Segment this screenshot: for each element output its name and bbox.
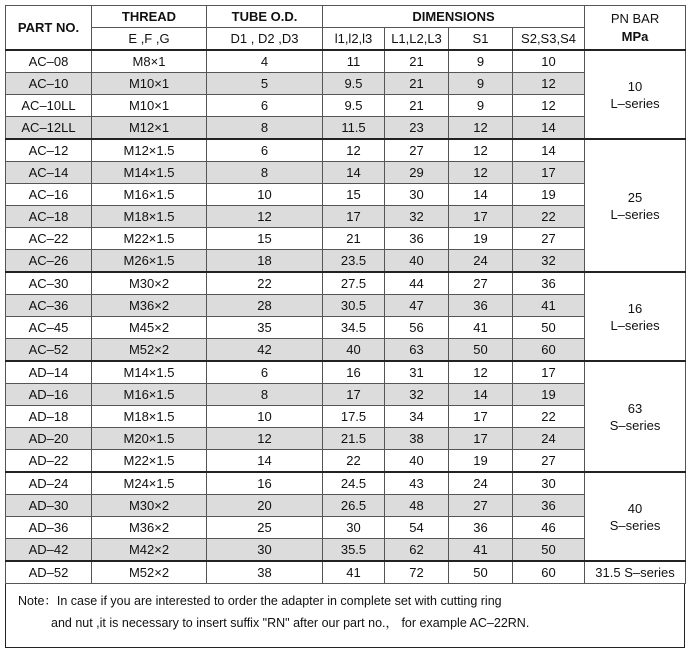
table-row [6, 428, 686, 450]
cell-tube-od: 6 [207, 139, 323, 162]
cell-dim-l: 27.5 [323, 272, 385, 295]
cell-dim-L: 56 [385, 317, 449, 339]
cell-dim-l: 35.5 [323, 539, 385, 562]
cell-dim-L: 40 [385, 450, 449, 473]
pn-series: L–series [610, 317, 660, 333]
cell-dim-L: 30 [385, 184, 449, 206]
header-tube-od-sub: D1 , D2 ,D3 [207, 28, 323, 51]
cell-dim-s1: 12 [449, 361, 513, 384]
cell-dim-L: 21 [385, 95, 449, 117]
table-row [6, 139, 686, 162]
cell-part-no: AD–52 [6, 561, 92, 584]
table-row [6, 73, 686, 95]
cell-dim-s2: 27 [513, 228, 585, 250]
cell-thread: M22×1.5 [92, 450, 207, 473]
cell-dim-s2: 14 [513, 139, 585, 162]
cell-dim-s1: 50 [449, 339, 513, 362]
cell-dim-s1: 24 [449, 250, 513, 273]
pn-series: S–series [609, 417, 661, 433]
cell-thread: M12×1 [92, 117, 207, 140]
cell-dim-s2: 19 [513, 184, 585, 206]
cell-part-no: AD–30 [6, 495, 92, 517]
cell-dim-s1: 17 [449, 206, 513, 228]
cell-dim-l: 23.5 [323, 250, 385, 273]
table-row [6, 472, 686, 495]
cell-dim-s1: 36 [449, 517, 513, 539]
footnote-line-1 [18, 590, 529, 612]
cell-dim-l: 21.5 [323, 428, 385, 450]
cell-part-no: AD–42 [6, 539, 92, 562]
cell-tube-od: 15 [207, 228, 323, 250]
cell-dim-l: 17.5 [323, 406, 385, 428]
table-row [6, 406, 686, 428]
pn-value: 16 [627, 300, 643, 316]
table-row [6, 317, 686, 339]
cell-dim-L: 29 [385, 162, 449, 184]
cell-dim-s1: 9 [449, 95, 513, 117]
cell-dim-L: 32 [385, 384, 449, 406]
table-row [6, 184, 686, 206]
cell-dim-s2: 27 [513, 450, 585, 473]
cell-part-no: AD–20 [6, 428, 92, 450]
header-dim-L: L1,L2,L3 [385, 28, 449, 51]
cell-tube-od: 35 [207, 317, 323, 339]
cell-dim-s2: 22 [513, 206, 585, 228]
cell-thread: M20×1.5 [92, 428, 207, 450]
cell-dim-s1: 12 [449, 139, 513, 162]
cell-dim-l: 17 [323, 206, 385, 228]
cell-thread: M45×2 [92, 317, 207, 339]
cell-tube-od: 12 [207, 206, 323, 228]
cell-part-no: AC–14 [6, 162, 92, 184]
cell-dim-s1: 19 [449, 228, 513, 250]
cell-dim-s2: 60 [513, 561, 585, 584]
cell-dim-s1: 12 [449, 162, 513, 184]
table-row [6, 539, 686, 562]
pn-series: L–series [610, 206, 660, 222]
cell-dim-L: 40 [385, 250, 449, 273]
table-row [6, 339, 686, 362]
cell-thread: M36×2 [92, 517, 207, 539]
cell-dim-s1: 17 [449, 428, 513, 450]
cell-part-no: AC–10LL [6, 95, 92, 117]
header-pn-bar [585, 6, 686, 51]
cell-dim-s1: 19 [449, 450, 513, 473]
cell-tube-od: 4 [207, 50, 323, 73]
pn-value: 25 [627, 189, 643, 205]
cell-dim-l: 11 [323, 50, 385, 73]
cell-tube-od: 5 [207, 73, 323, 95]
table-row [6, 206, 686, 228]
cell-dim-l: 26.5 [323, 495, 385, 517]
cell-dim-L: 38 [385, 428, 449, 450]
table-row [6, 495, 686, 517]
cell-dim-s1: 36 [449, 295, 513, 317]
cell-part-no: AC–30 [6, 272, 92, 295]
cell-dim-L: 36 [385, 228, 449, 250]
table-row [6, 384, 686, 406]
header-tube-od: TUBE O.D. [207, 6, 323, 28]
cell-dim-l: 11.5 [323, 117, 385, 140]
cell-dim-l: 41 [323, 561, 385, 584]
cell-tube-od: 8 [207, 162, 323, 184]
cell-part-no: AC–18 [6, 206, 92, 228]
cell-dim-s2: 50 [513, 539, 585, 562]
cell-dim-s2: 17 [513, 162, 585, 184]
table-row [6, 162, 686, 184]
cell-dim-s2: 17 [513, 361, 585, 384]
cell-dim-s1: 12 [449, 117, 513, 140]
cell-thread: M8×1 [92, 50, 207, 73]
cell-tube-od: 22 [207, 272, 323, 295]
cell-tube-od: 28 [207, 295, 323, 317]
adapter-dimension-table [5, 5, 686, 584]
footnote-line-2: and nut ,it is necessary to insert suffix "RN" after our part no.， for example AC–22RN. [51, 616, 530, 630]
cell-dim-s1: 41 [449, 539, 513, 562]
cell-dim-L: 63 [385, 339, 449, 362]
cell-dim-l: 30 [323, 517, 385, 539]
cell-part-no: AD–18 [6, 406, 92, 428]
footnote [18, 590, 529, 634]
cell-tube-od: 14 [207, 450, 323, 473]
cell-pn-bar [585, 561, 686, 584]
cell-thread: M30×2 [92, 272, 207, 295]
cell-tube-od: 25 [207, 517, 323, 539]
cell-dim-s2: 50 [513, 317, 585, 339]
cell-dim-L: 54 [385, 517, 449, 539]
cell-pn-bar [585, 361, 686, 472]
cell-dim-s1: 27 [449, 495, 513, 517]
cell-thread: M52×2 [92, 339, 207, 362]
cell-part-no: AD–22 [6, 450, 92, 473]
cell-dim-s2: 12 [513, 95, 585, 117]
cell-dim-l: 9.5 [323, 95, 385, 117]
cell-part-no: AD–24 [6, 472, 92, 495]
header-thread: THREAD [92, 6, 207, 28]
cell-part-no: AC–16 [6, 184, 92, 206]
cell-dim-L: 31 [385, 361, 449, 384]
cell-part-no: AC–36 [6, 295, 92, 317]
cell-thread: M16×1.5 [92, 384, 207, 406]
cell-tube-od: 20 [207, 495, 323, 517]
cell-dim-s2: 36 [513, 495, 585, 517]
cell-dim-L: 44 [385, 272, 449, 295]
cell-pn-bar [585, 139, 686, 272]
cell-dim-L: 21 [385, 73, 449, 95]
cell-tube-od: 12 [207, 428, 323, 450]
cell-part-no: AC–26 [6, 250, 92, 273]
pn-value: 63 [627, 400, 643, 416]
cell-dim-L: 62 [385, 539, 449, 562]
cell-thread: M18×1.5 [92, 206, 207, 228]
cell-thread: M14×1.5 [92, 361, 207, 384]
cell-dim-s2: 12 [513, 73, 585, 95]
table-row [6, 95, 686, 117]
cell-dim-s2: 32 [513, 250, 585, 273]
cell-dim-s2: 10 [513, 50, 585, 73]
footnote-label: Note： [18, 594, 57, 608]
cell-part-no: AC–22 [6, 228, 92, 250]
cell-part-no: AC–12 [6, 139, 92, 162]
cell-thread: M22×1.5 [92, 228, 207, 250]
cell-dim-l: 17 [323, 384, 385, 406]
cell-tube-od: 6 [207, 95, 323, 117]
cell-dim-L: 32 [385, 206, 449, 228]
header-dimensions: DIMENSIONS [323, 6, 585, 28]
header-thread-sub: E ,F ,G [92, 28, 207, 51]
cell-tube-od: 10 [207, 184, 323, 206]
cell-thread: M10×1 [92, 95, 207, 117]
cell-thread: M18×1.5 [92, 406, 207, 428]
cell-part-no: AD–16 [6, 384, 92, 406]
header-dim-l: l1,l2,l3 [323, 28, 385, 51]
cell-dim-L: 72 [385, 561, 449, 584]
cell-dim-s1: 14 [449, 384, 513, 406]
cell-thread: M10×1 [92, 73, 207, 95]
cell-part-no: AC–52 [6, 339, 92, 362]
cell-dim-s2: 19 [513, 384, 585, 406]
header-dim-s2: S2,S3,S4 [513, 28, 585, 51]
cell-dim-L: 21 [385, 50, 449, 73]
cell-dim-s2: 30 [513, 472, 585, 495]
cell-thread: M52×2 [92, 561, 207, 584]
cell-dim-l: 14 [323, 162, 385, 184]
cell-tube-od: 30 [207, 539, 323, 562]
cell-dim-s2: 41 [513, 295, 585, 317]
cell-part-no: AC–10 [6, 73, 92, 95]
cell-thread: M26×1.5 [92, 250, 207, 273]
table-row [6, 228, 686, 250]
cell-dim-s2: 60 [513, 339, 585, 362]
cell-tube-od: 10 [207, 406, 323, 428]
cell-thread: M30×2 [92, 495, 207, 517]
cell-part-no: AC–12LL [6, 117, 92, 140]
table-row [6, 295, 686, 317]
cell-dim-l: 24.5 [323, 472, 385, 495]
cell-dim-l: 34.5 [323, 317, 385, 339]
cell-thread: M24×1.5 [92, 472, 207, 495]
pn-series: S–series [609, 517, 661, 533]
cell-dim-s1: 41 [449, 317, 513, 339]
cell-tube-od: 42 [207, 339, 323, 362]
cell-tube-od: 16 [207, 472, 323, 495]
header-pn-bar-label: PN BAR [610, 10, 660, 26]
table-row [6, 450, 686, 473]
cell-dim-s1: 27 [449, 272, 513, 295]
cell-dim-s1: 17 [449, 406, 513, 428]
cell-pn-bar [585, 472, 686, 561]
cell-dim-L: 23 [385, 117, 449, 140]
cell-dim-l: 21 [323, 228, 385, 250]
table-row [6, 250, 686, 273]
cell-part-no: AD–36 [6, 517, 92, 539]
table-row [6, 50, 686, 73]
cell-dim-l: 30.5 [323, 295, 385, 317]
header-mpa-label: MPa [621, 28, 649, 44]
pn-series: L–series [610, 95, 660, 111]
cell-dim-l: 40 [323, 339, 385, 362]
cell-tube-od: 8 [207, 384, 323, 406]
cell-dim-s1: 9 [449, 73, 513, 95]
cell-dim-s2: 14 [513, 117, 585, 140]
pn-value: 10 [627, 78, 643, 94]
table-row [6, 361, 686, 384]
cell-pn-bar [585, 272, 686, 361]
cell-dim-L: 27 [385, 139, 449, 162]
cell-dim-L: 48 [385, 495, 449, 517]
cell-thread: M42×2 [92, 539, 207, 562]
cell-dim-l: 22 [323, 450, 385, 473]
cell-dim-l: 16 [323, 361, 385, 384]
pn-value: 31.5 S–series [595, 565, 675, 580]
cell-dim-l: 15 [323, 184, 385, 206]
header-part-no: PART NO. [6, 6, 92, 51]
cell-part-no: AC–08 [6, 50, 92, 73]
cell-tube-od: 18 [207, 250, 323, 273]
cell-part-no: AC–45 [6, 317, 92, 339]
cell-dim-l: 12 [323, 139, 385, 162]
cell-dim-s2: 24 [513, 428, 585, 450]
table-row [6, 272, 686, 295]
cell-dim-s1: 50 [449, 561, 513, 584]
cell-part-no: AD–14 [6, 361, 92, 384]
cell-pn-bar [585, 50, 686, 139]
footnote-text-1: In case if you are interested to order the adapter in complete set with cutting ring [56, 594, 502, 608]
pn-value: 40 [627, 500, 643, 516]
table-row [6, 117, 686, 140]
table-body [6, 50, 686, 584]
cell-dim-s1: 24 [449, 472, 513, 495]
cell-dim-L: 43 [385, 472, 449, 495]
cell-thread: M14×1.5 [92, 162, 207, 184]
cell-dim-L: 47 [385, 295, 449, 317]
cell-dim-s1: 9 [449, 50, 513, 73]
cell-tube-od: 8 [207, 117, 323, 140]
cell-thread: M12×1.5 [92, 139, 207, 162]
cell-tube-od: 38 [207, 561, 323, 584]
header-dim-s1: S1 [449, 28, 513, 51]
table-row [6, 517, 686, 539]
table-row [6, 561, 686, 584]
cell-dim-l: 9.5 [323, 73, 385, 95]
cell-tube-od: 6 [207, 361, 323, 384]
cell-dim-L: 34 [385, 406, 449, 428]
cell-dim-s2: 36 [513, 272, 585, 295]
cell-dim-s2: 46 [513, 517, 585, 539]
cell-dim-s2: 22 [513, 406, 585, 428]
cell-thread: M16×1.5 [92, 184, 207, 206]
cell-dim-s1: 14 [449, 184, 513, 206]
cell-thread: M36×2 [92, 295, 207, 317]
